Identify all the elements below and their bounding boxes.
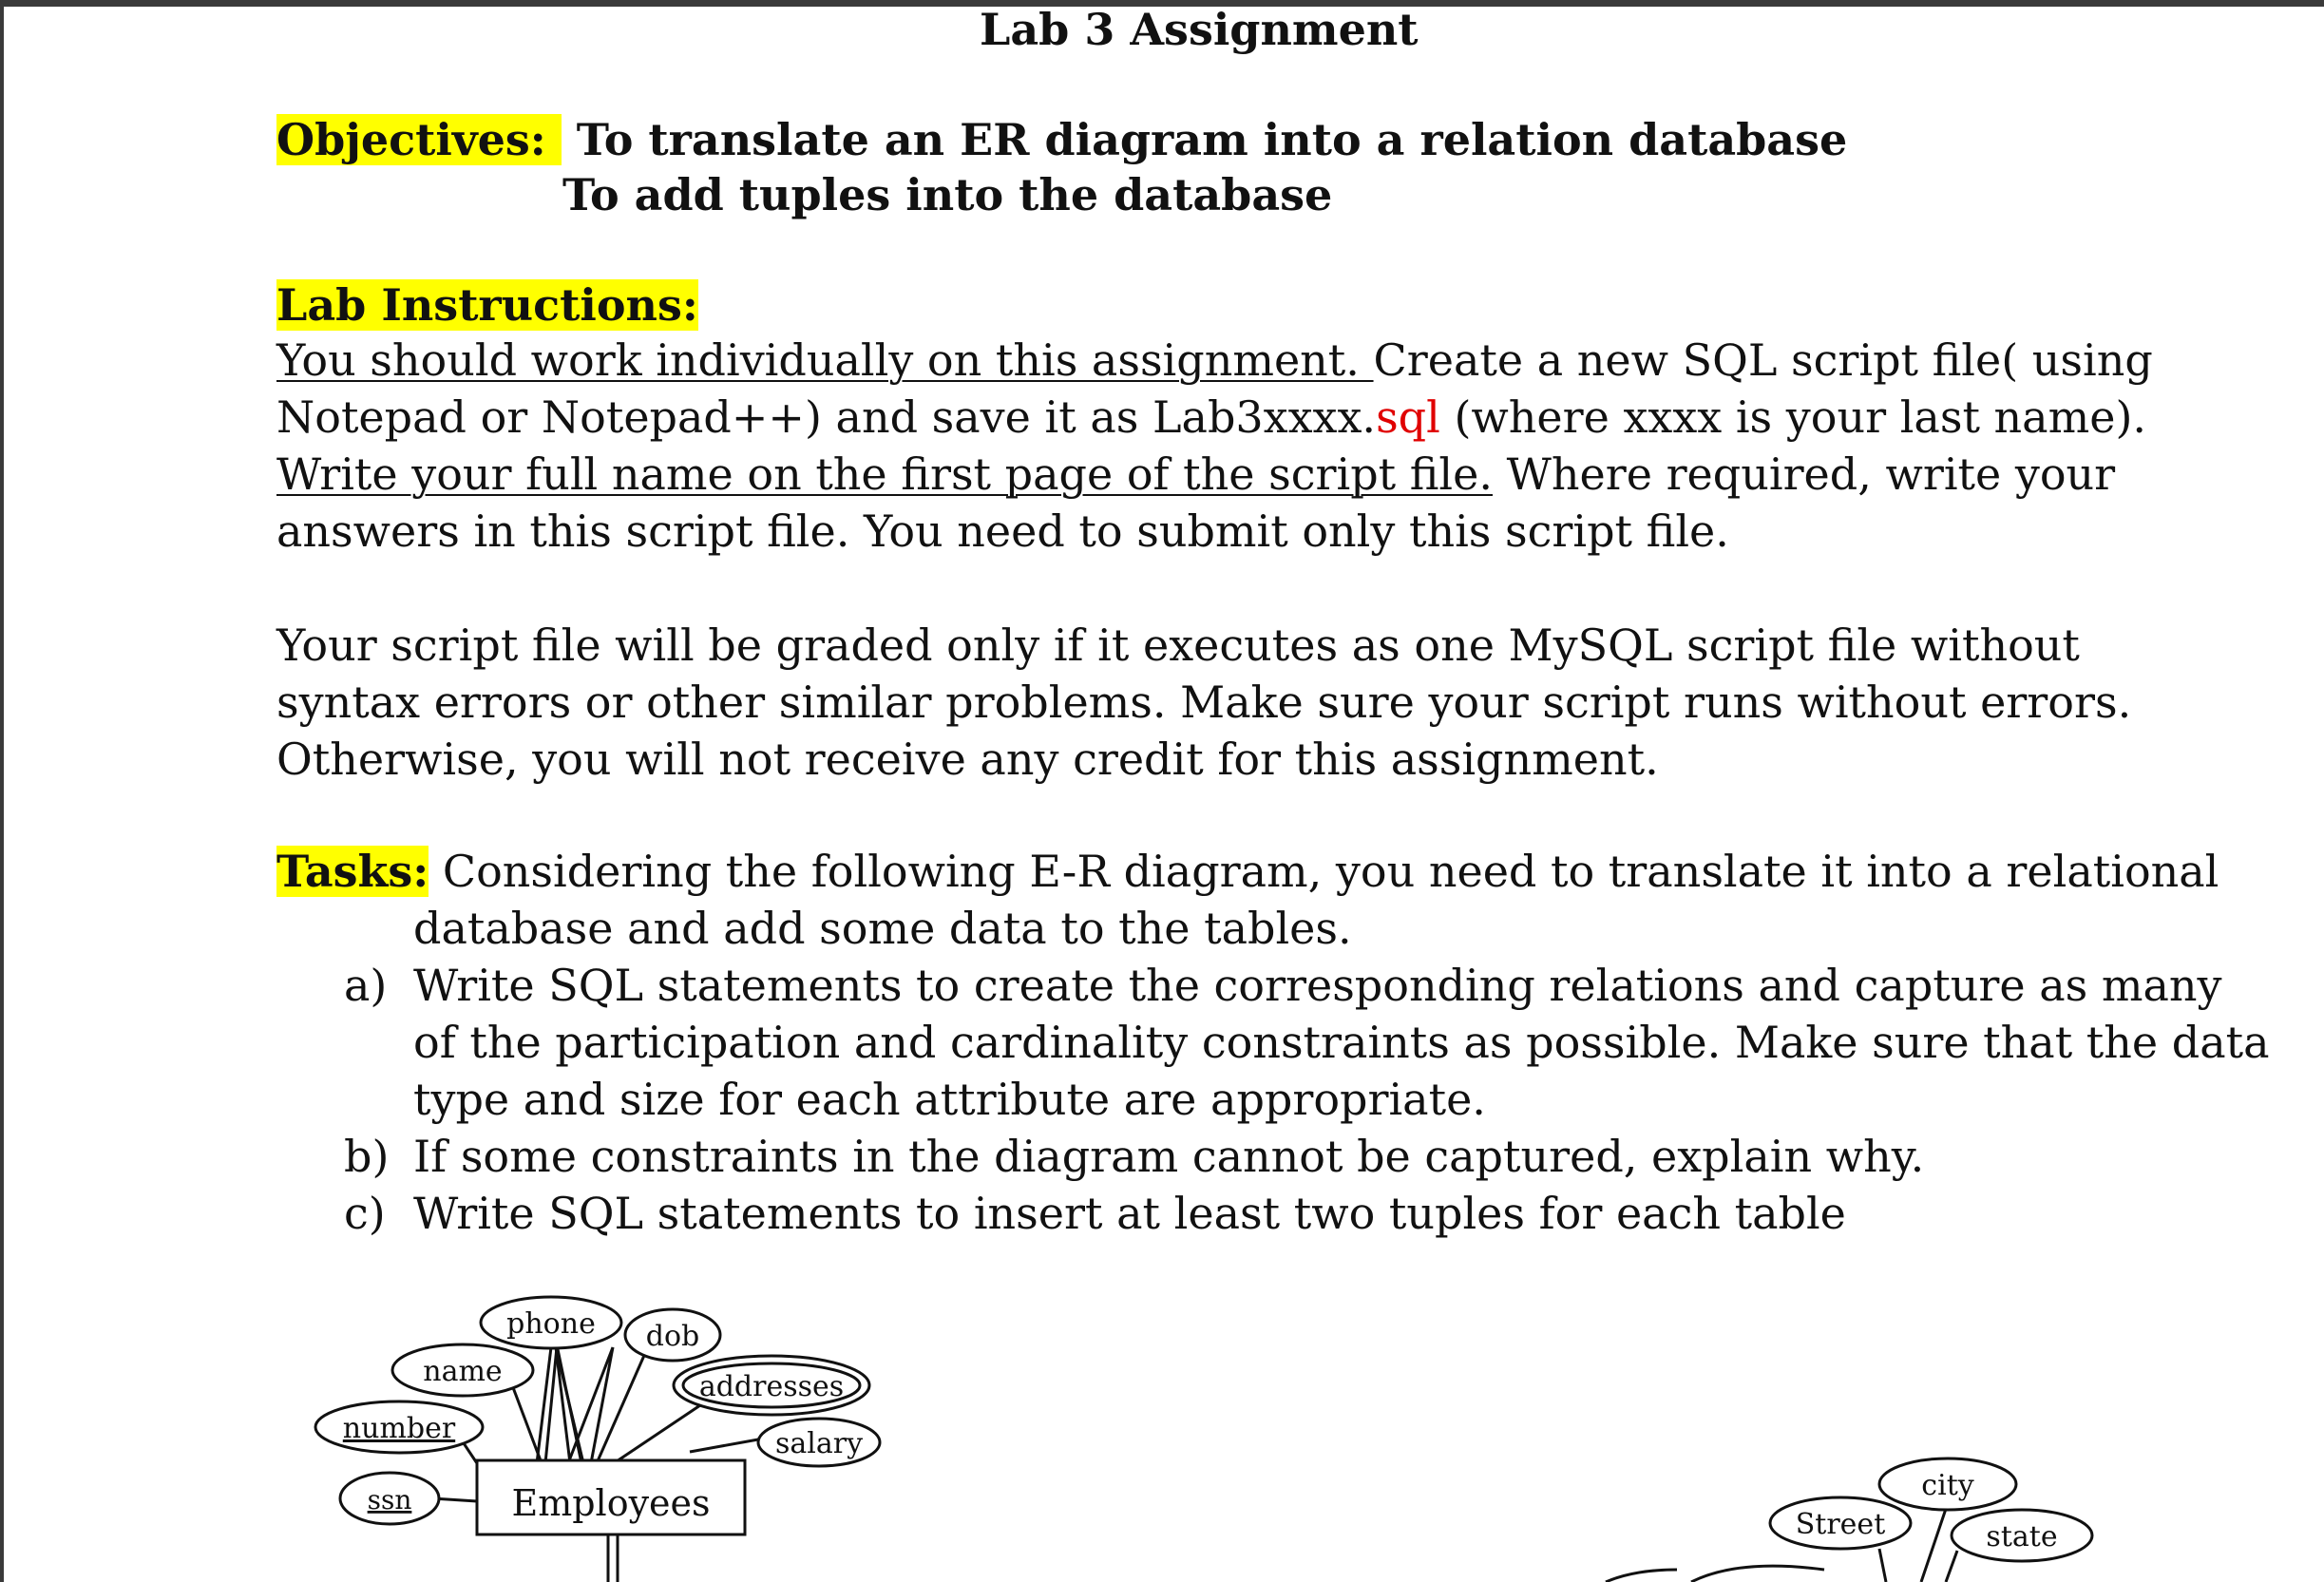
sql-extension: sql — [1376, 391, 1440, 443]
tasks-intro-2: database and add some data to the tables. — [413, 903, 1352, 954]
line-addresses — [614, 1403, 703, 1463]
line-salary — [690, 1439, 758, 1452]
employees-entity-label: Employees — [511, 1482, 711, 1524]
task-a-line-3: type and size for each attribute are appropriate. — [413, 1074, 1486, 1125]
page-title: Lab 3 Assignment — [980, 4, 1419, 55]
partial-arc-2 — [1691, 1566, 1824, 1582]
tasks-intro-1: Considering the following E-R diagram, you need to translate it into a relational — [429, 846, 2219, 897]
instructions-p2-line-2: syntax errors or other similar problems. Make sure your script runs without errors. — [276, 677, 2132, 728]
task-a-line-1: Write SQL statements to create the corresponding relations and capture as many — [413, 960, 2222, 1011]
objective-1: To translate an ER diagram into a relation database — [576, 114, 1848, 165]
diagram-connector — [591, 1347, 613, 1463]
task-c-marker: c) — [344, 1188, 386, 1239]
tasks-label: Tasks: — [276, 846, 429, 897]
line-state — [1946, 1551, 1957, 1582]
attr-city-label: city — [1921, 1469, 1974, 1502]
attr-dob-label: dob — [645, 1320, 700, 1353]
instructions-p1-l2-b: (where xxxx is your last name). — [1439, 391, 2147, 443]
diagram-connector — [556, 1347, 570, 1463]
instructions-p2-line-3: Otherwise, you will not receive any credit for this assignment. — [276, 734, 1659, 785]
instructions-fullname-note: Write your full name on the first page of the script file. — [276, 448, 1493, 500]
attr-salary-label: salary — [774, 1427, 864, 1460]
attr-number-label: number — [342, 1412, 456, 1445]
task-a-line-2: of the participation and cardinality constraints as possible. Make sure that the data — [413, 1017, 2270, 1068]
partial-arc-1 — [1606, 1570, 1677, 1582]
diagram-connector — [568, 1347, 613, 1463]
line-name-2 — [537, 1347, 551, 1463]
line-city — [1921, 1509, 1946, 1582]
task-a-marker: a) — [344, 960, 388, 1011]
task-c-line-1: Write SQL statements to insert at least two tuples for each table — [413, 1188, 1846, 1239]
instructions-p1-l3-rest: Where required, write your — [1492, 448, 2116, 500]
task-b-marker: b) — [344, 1131, 390, 1182]
attr-addresses-label: addresses — [698, 1370, 845, 1403]
instructions-p1-l1-rest: Create a new SQL script file( using — [1373, 334, 2153, 386]
attr-ssn-label: ssn — [367, 1484, 412, 1515]
instructions-individual-note: You should work individually on this assignment. — [276, 334, 1374, 386]
diagram-connector — [545, 1347, 557, 1463]
line-street — [1879, 1549, 1886, 1582]
instructions-p1-l2-a: Notepad or Notepad++) and save it as Lab3xxxx. — [276, 391, 1377, 443]
attr-state-label: state — [1986, 1520, 2058, 1553]
objective-2: To add tuples into the database — [562, 169, 1333, 220]
attr-street-label: Street — [1795, 1508, 1886, 1541]
task-b-line-1: If some constraints in the diagram cannot be captured, explain why. — [413, 1131, 1925, 1182]
diagram-connector — [511, 1382, 542, 1463]
attr-phone-label: phone — [506, 1307, 596, 1341]
attr-name-label: name — [423, 1355, 503, 1388]
instructions-label: Lab Instructions: — [276, 279, 698, 331]
instructions-p2-line-1: Your script file will be graded only if it executes as one MySQL script file without — [276, 619, 2080, 671]
line-phone — [558, 1349, 581, 1463]
instructions-p1-line-4: answers in this script file. You need to submit only this script file. — [276, 505, 1729, 557]
objectives-label: Objectives: — [276, 114, 546, 165]
